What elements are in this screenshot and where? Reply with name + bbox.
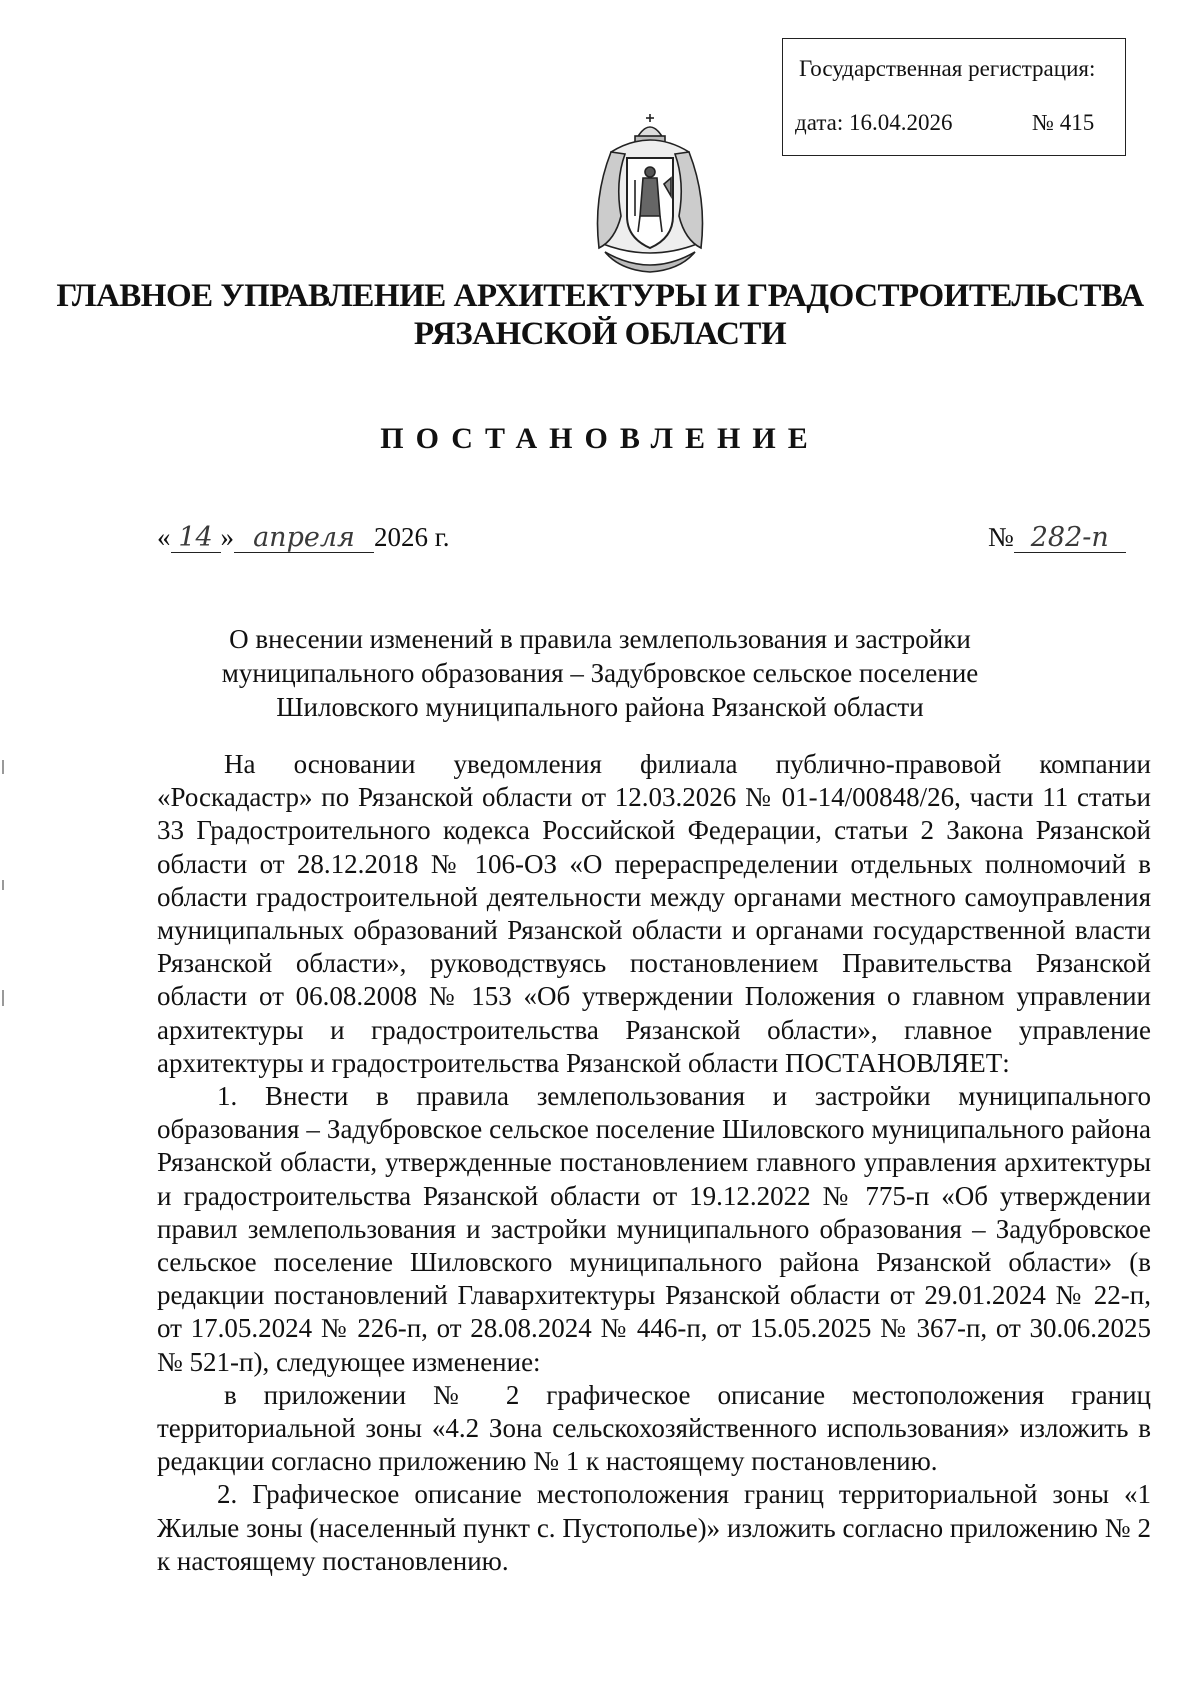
registration-number: [1032, 109, 1094, 138]
registration-title: Государственная регистрация:: [799, 56, 1096, 81]
preamble-paragraph: На основании уведомления филиала публично-правовой компании «Роскадастр» по Рязанской области от 12.03.2026 № 01-14/00848/26, части 11 статьи 33 Градостроительного кодекса Российской Федерации, статьи 2 Закона Рязанской области от 28.12.2018 № 106-ОЗ «О перераспределении отдельных полномочий в области градостроительной деятельности между органами местного самоуправления муниципальных образований Рязанской области и органами государственной власти Рязанской области», руководствуясь постановлением Правительства Рязанской области от 06.08.2008 № 153 «Об утверждении Положения о главном управлении архитектуры и градостроительства Рязанской области», главное управление архитектуры и градостроительства Рязанской области ПОСТАНОВЛЯЕТ:: [157, 749, 1151, 1078]
item-2-paragraph: 2. Графическое описание местоположения границ территориальной зоны «1 Жилые зоны (населенный пункт с. Пустополье)» изложить согласно приложению № 2 к настоящему постановлению.: [157, 1479, 1151, 1576]
decree-number-label: №: [988, 522, 1014, 552]
decree-number-handwritten: 282-п: [1014, 524, 1126, 553]
decree-subject: [160, 622, 1040, 724]
state-registration-stamp: [782, 38, 1126, 156]
decree-number: [988, 522, 1126, 553]
registration-date-value: 16.04.2026: [849, 110, 953, 135]
document-type-title: ПОСТАНОВЛЕНИЕ: [380, 422, 820, 455]
ryazan-coat-of-arms-emblem: [585, 112, 715, 280]
decree-month-handwritten: апреля: [234, 524, 374, 553]
decree-day-handwritten: 14: [171, 524, 221, 553]
registration-number-label: №: [1032, 110, 1054, 135]
organization-name-line1: ГЛАВНОЕ УПРАВЛЕНИЕ АРХИТЕКТУРЫ И ГРАДОСТРОИТЕЛЬСТВА: [56, 278, 1144, 314]
subject-line2: муниципального образования – Задубровское сельское поселение: [221, 658, 979, 688]
decree-year: 2026 г.: [374, 522, 450, 552]
date-quote-open: «: [157, 522, 171, 552]
registration-date: [795, 109, 953, 138]
item-1-subparagraph: в приложении № 2 графическое описание местоположения границ территориальной зоны «4.2 Зона сельскохозяйственного использования» изложить в редакции согласно приложению № 1 к настоящему постановлению.: [157, 1379, 1151, 1477]
subject-line3: Шиловского муниципального района Рязанской области: [276, 692, 924, 722]
organization-name-line2: РЯЗАНСКОЙ ОБЛАСТИ: [413, 316, 787, 352]
subject-line1: О внесении изменений в правила землепользования и застройки: [229, 624, 971, 654]
decree-body: [157, 748, 1151, 1578]
decree-date: [157, 522, 450, 553]
registration-date-label: дата:: [795, 110, 844, 135]
item-1-paragraph: 1. Внести в правила землепользования и застройки муниципального образования – Задубровское сельское поселение Шиловского муниципального района Рязанской области, утвержденные постановлением главного управления архитектуры и градостроительства Рязанской области от 19.12.2022 № 775-п «Об утверждении правил землепользования и застройки муниципального образования – Задубровское сельское поселение Шиловского муниципального района Рязанской области» (в редакции постановлений Главархитектуры Рязанской области от 29.01.2024 № 22-п, от 17.05.2024 № 226-п, от 28.08.2024 № 446-п, от 15.05.2025 № 367-п, от 30.06.2025 № 521-п), следующее изменение:: [157, 1081, 1151, 1377]
registration-number-value: 415: [1059, 110, 1095, 135]
date-quote-close: »: [220, 522, 234, 552]
scan-edge-marks: [2, 740, 5, 1120]
